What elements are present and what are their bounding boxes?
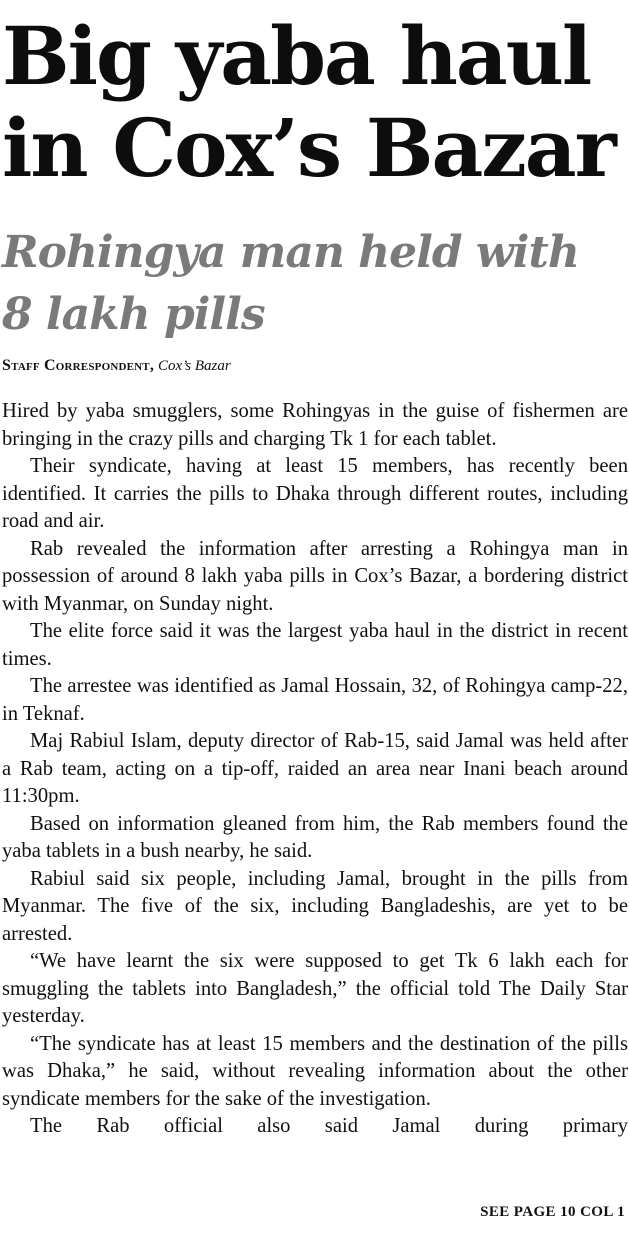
article-paragraph: Rabiul said six people, including Jamal, brought in the pills from Myanmar. The five of the six, including Bangladeshis, are yet to be arrested. [2,867,628,945]
byline-author: Staff Correspondent, [2,357,155,374]
headline [2,10,629,194]
article-paragraph: Maj Rabiul Islam, deputy director of Rab-15, said Jamal was held after a Rab team, acting on a tip-off, raided an area near Inani beach around 11:30pm. [2,730,628,807]
article-paragraph-last: The Rab official also said Jamal during primary [30,1115,628,1137]
subheadline [2,222,629,346]
byline-location: Cox’s Bazar [158,358,231,374]
article-paragraph: Based on information gleaned from him, the Rab members found the yaba tablets in a bush nearby, he said. [2,812,628,862]
article-paragraph: The elite force said it was the largest yaba haul in the district in recent times. [2,620,628,670]
byline [2,356,231,376]
article-paragraph: Their syndicate, having at least 15 members, has recently been identified. It carries the pills to Dhaka through different routes, including road and air. [2,455,628,532]
article-paragraph: “The syndicate has at least 15 members and the destination of the pills was Dhaka,” he said, without revealing information about the other syndicate members for the sake of the investigation. [2,1032,628,1110]
article-paragraph: Rab revealed the information after arresting a Rohingya man in possession of around 8 lakh yaba pills in Cox’s Bazar, a bordering district with Myanmar, on Sunday night. [2,537,628,615]
article-paragraph: Hired by yaba smugglers, some Rohingyas in the guise of fishermen are bringing in the crazy pills and charging Tk 1 for each tablet. [2,400,628,450]
subheadline-line-2: 8 lakh pills [2,289,265,340]
article-paragraph: The arrestee was identified as Jamal Hossain, 32, of Rohingya camp-22, in Teknaf. [2,675,628,725]
headline-line-2: in Cox’s Bazar [2,101,615,195]
headline-line-1: Big yaba haul [2,9,591,103]
article-paragraph: “We have learnt the six were supposed to get Tk 6 lakh each for smuggling the tablets into Bangladesh,” the official told The Daily Star yesterday. [2,950,628,1027]
continuation-reference: SEE PAGE 10 COL 1 [480,1204,625,1220]
subheadline-line-1: Rohingya man held with [2,227,579,278]
article-body [2,398,628,1141]
